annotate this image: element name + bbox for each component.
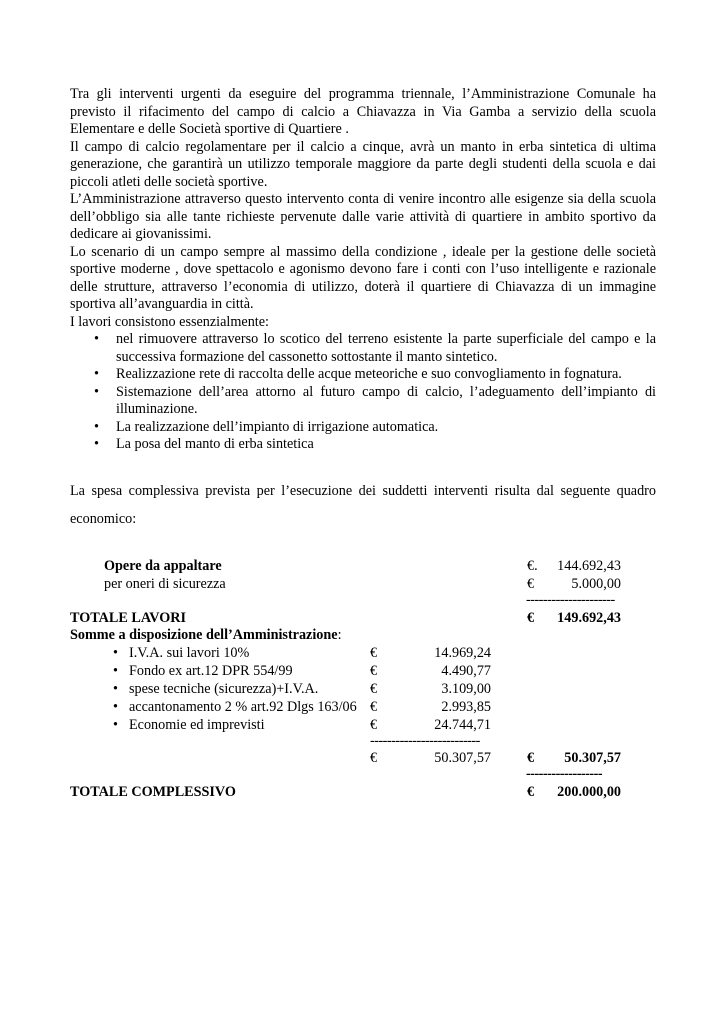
- works-item: • Sistemazione dell’area attorno al futuro campo di calcio, l’adeguamento dell’impianto di illuminazione.: [116, 384, 656, 419]
- totale-complessivo-value: 200.000,00: [557, 784, 621, 800]
- oneri-currency: €: [527, 576, 535, 592]
- somme-item-currency: €: [370, 681, 378, 697]
- somme-total-currency-2: €: [527, 750, 535, 766]
- somme-item-label: • I.V.A. sui lavori 10%: [129, 645, 249, 663]
- paragraph-1: Tra gli interventi urgenti da eseguire del programma triennale, l’Amministrazione Comunale ha previsto il rifacimento del campo di calcio a Chiavazza in Via Gamba a servizio della scuola Elementare e delle Società sportive di Quartiere .: [70, 86, 656, 137]
- intro-section: [70, 86, 656, 454]
- somme-item-value: 2.993,85: [441, 699, 491, 715]
- somme-heading: [70, 627, 342, 645]
- totale-lavori-currency: €: [527, 610, 535, 626]
- somme-item-label: • spese tecniche (sicurezza)+I.V.A.: [129, 681, 318, 699]
- paragraph-3: L’Amministrazione attraverso questo intervento conta di venire incontro alle esigenze sia della scuola dell’obbligo sia alle tante richieste pervenute dalle varie attività di quartiere in ambito sportivo da dedicare ai giovanissimi.: [70, 191, 656, 242]
- oneri-value: 5.000,00: [571, 576, 621, 592]
- somme-item-currency: €: [370, 717, 378, 733]
- totale-lavori-value: 149.692,43: [557, 610, 621, 626]
- opere-label: Opere da appaltare: [104, 558, 222, 574]
- spesa-paragraph: La spesa complessiva prevista per l’esecuzione dei suddetti interventi risulta dal seguente quadro economico:: [70, 483, 656, 527]
- works-item: • La posa del manto di erba sintetica: [116, 436, 656, 454]
- totale-complessivo-currency: €: [527, 784, 535, 800]
- somme-item-currency: €: [370, 645, 378, 661]
- separator-2: --------------------------: [370, 733, 480, 749]
- separator-1: ---------------------: [526, 592, 615, 608]
- paragraph-5: I lavori consistono essenzialmente:: [70, 313, 269, 330]
- paragraph-4: Lo scenario di un campo sempre al massimo della condizione , ideale per la gestione delle società sportive moderne , dove spettacolo e agonismo devono fare i conti con l’uso intelligente e razionale delle strutture, attraverso l’economia di utilizzo, doterà il quartiere di Chiavazza di un immagine sportiva all’avanguardia in città.: [70, 243, 656, 312]
- totale-lavori-label: TOTALE LAVORI: [70, 610, 187, 626]
- somme-item-currency: €: [370, 699, 378, 715]
- works-list: [70, 331, 656, 454]
- somme-total-value-2: 50.307,57: [564, 750, 621, 766]
- oneri-label: per oneri di sicurezza: [104, 576, 226, 592]
- somme-item-label: • Economie ed imprevisti: [129, 717, 265, 735]
- works-item: • nel rimuovere attraverso lo scotico del terreno esistente la parte superficiale del campo e la successiva formazione del cassonetto sottostante il manto sintetico.: [116, 331, 656, 366]
- separator-3: ------------------: [526, 766, 603, 782]
- works-item: • Realizzazione rete di raccolta delle acque meteoriche e suo convogliamento in fognatura.: [116, 366, 656, 384]
- somme-total-value: 50.307,57: [434, 750, 491, 766]
- somme-item-label: • accantonamento 2 % art.92 Dlgs 163/06: [129, 699, 357, 717]
- somme-item-value: 14.969,24: [434, 645, 491, 661]
- somme-total-currency: €: [370, 750, 378, 766]
- somme-item-label: • Fondo ex art.12 DPR 554/99: [129, 663, 293, 681]
- somme-item-currency: €: [370, 663, 378, 679]
- somme-label: Somme a disposizione dell’Amministrazione: [70, 627, 338, 643]
- opere-currency: €.: [527, 558, 538, 574]
- paragraph-2: Il campo di calcio regolamentare per il calcio a cinque, avrà un manto in erba sintetica di ultima generazione, che garantirà un utilizzo temporale maggiore da parte degli studenti della scuola e dai piccoli atleti delle società sportive.: [70, 138, 656, 190]
- somme-item-value: 4.490,77: [441, 663, 491, 679]
- works-item: • La realizzazione dell’impianto di irrigazione automatica.: [116, 419, 656, 437]
- somme-item-value: 24.744,71: [434, 717, 491, 733]
- somme-item-value: 3.109,00: [441, 681, 491, 697]
- opere-value: 144.692,43: [557, 558, 621, 574]
- somme-colon: :: [337, 627, 342, 643]
- totale-complessivo-label: TOTALE COMPLESSIVO: [70, 784, 236, 800]
